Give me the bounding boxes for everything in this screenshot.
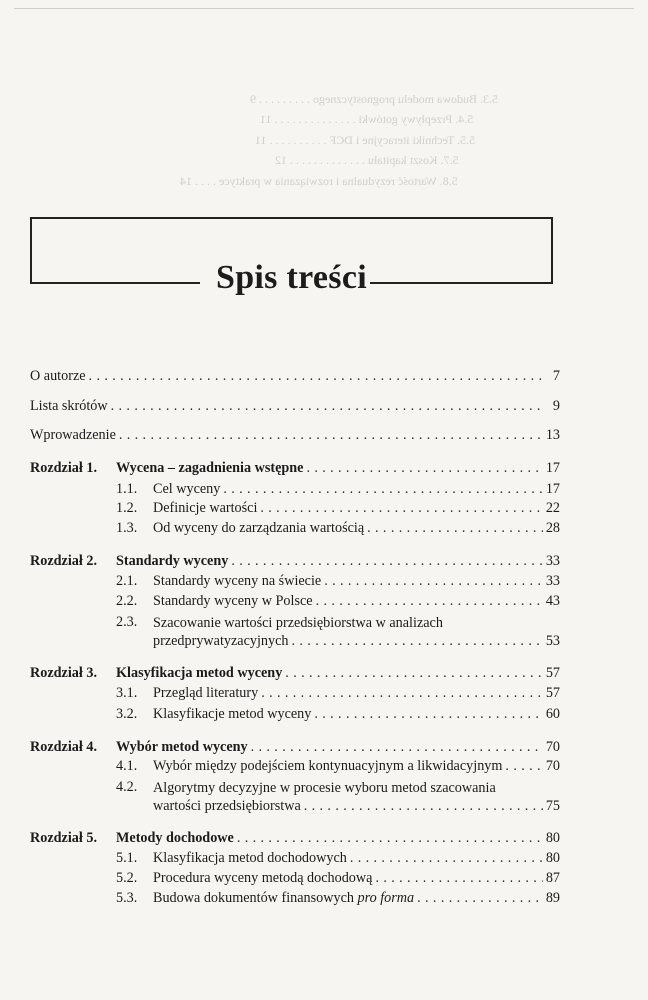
section-title: Od wyceny do zarządzania wartością [153,520,365,536]
chapter-number: Rozdział 4. [30,739,97,755]
section-number: 4.2. [116,779,138,795]
toc-chapter-5[interactable] [30,830,560,847]
leader-dots [324,573,543,590]
toc-section-1-3[interactable] [116,520,560,537]
top-edge-rule [14,8,634,9]
toc-section-3-1[interactable] [116,685,560,702]
leader-dots [251,739,543,756]
toc-page-number: 80 [545,830,560,846]
toc-page-number: 33 [545,573,560,589]
bleed-through-text: 5.4. Przepływy gotówki . . . . . . . . . . . . . . 11 [260,112,474,126]
leader-dots [314,706,542,723]
toc-chapter-1[interactable] [30,460,560,477]
toc-page-number: 28 [545,520,560,536]
chapter-number: Rozdział 2. [30,553,97,569]
section-title: Klasyfikacje metod wyceny [153,706,312,722]
leader-dots [417,890,543,907]
section-number: 5.2. [116,870,138,886]
toc-section-3-2[interactable] [116,706,560,723]
leader-dots [350,850,543,867]
leader-dots [261,685,543,702]
toc-section-5-3[interactable] [116,890,560,907]
toc-entry-about-author[interactable] [30,368,560,385]
toc-page-number: 13 [545,427,560,443]
leader-dots [285,665,543,682]
chapter-number: Rozdział 1. [30,460,97,476]
section-number: 1.3. [116,520,138,536]
toc-entry-introduction[interactable] [30,427,560,444]
leader-dots [260,500,542,517]
toc-page-number: 9 [552,398,560,414]
section-title: Klasyfikacja metod dochodowych [153,850,347,866]
section-number: 5.1. [116,850,138,866]
toc-entry-label: Wprowadzenie [30,427,116,443]
bleed-through-text: 5.5. Techniki iteracyjne i DCF . . . . . . . . . . 11 [255,133,476,147]
section-number: 4.1. [116,758,138,774]
toc-page-number: 70 [545,758,560,774]
toc-section-4-1[interactable] [116,758,560,775]
toc-page-number: 53 [545,633,560,649]
chapter-title: Metody dochodowe [116,830,234,846]
toc-section-2-3[interactable] [116,614,560,654]
chapter-number: Rozdział 5. [30,830,97,846]
section-title: Cel wyceny [153,481,221,497]
toc-page-number: 17 [545,481,560,497]
toc-section-4-2[interactable] [116,779,560,819]
leader-dots [231,553,542,570]
section-number: 5.3. [116,890,138,906]
leader-dots [111,398,543,415]
section-number: 2.1. [116,573,138,589]
toc-entry-label: Lista skrótów [30,398,108,414]
section-title-italic: pro forma [357,890,415,906]
toc-page-number: 80 [545,850,560,866]
toc-page-number: 33 [545,553,560,569]
toc-chapter-3[interactable] [30,665,560,682]
section-number: 2.3. [116,614,138,630]
section-title: Przegląd literatury [153,685,259,701]
leader-dots [367,520,543,537]
section-title: Standardy wyceny w Polsce [153,593,313,609]
page-title: Spis treści [216,259,367,296]
section-number: 3.1. [116,685,138,701]
toc-entry-label: O autorze [30,368,86,384]
leader-dots [119,427,543,444]
toc-section-5-2[interactable] [116,870,560,887]
leader-dots [292,633,543,650]
toc-page-number: 57 [545,665,560,681]
leader-dots [304,798,543,815]
leader-dots [316,593,543,610]
toc-section-5-1[interactable] [116,850,560,867]
toc-chapter-2[interactable] [30,553,560,570]
section-title: Standardy wyceny na świecie [153,573,322,589]
bleed-through-text: 5.8. Wartość rezydualna i rozwiązania w praktyce . . . . 14 [180,174,458,188]
chapter-title: Klasyfikacja metod wyceny [116,665,283,681]
chapter-number: Rozdział 3. [30,665,97,681]
bleed-through-text: 5.7. Koszt kapitału . . . . . . . . . . . . . 12 [275,153,459,167]
toc-entry-abbreviations[interactable] [30,398,560,415]
section-title: Budowa dokumentów finansowych [153,890,354,906]
toc-page-number: 70 [545,739,560,755]
toc-section-2-1[interactable] [116,573,560,590]
leader-dots [89,368,543,385]
toc-page-number: 75 [545,798,560,814]
toc-section-1-2[interactable] [116,500,560,517]
section-title: Procedura wyceny metodą dochodową [153,870,373,886]
chapter-title: Wycena – zagadnienia wstępne [116,460,304,476]
leader-dots [505,758,542,775]
section-number: 1.1. [116,481,138,497]
toc-section-2-2[interactable] [116,593,560,610]
section-number: 3.2. [116,706,138,722]
section-title-line1: Algorytmy decyzyjne w procesie wyboru metod szacowania [153,780,496,796]
toc-page-number: 87 [545,870,560,886]
section-title-line1: Szacowanie wartości przedsiębiorstwa w analizach [153,615,443,631]
chapter-title: Standardy wyceny [116,553,229,569]
section-title-line2: wartości przedsiębiorstwa [153,798,301,814]
section-title: Definicje wartości [153,500,258,516]
section-number: 2.2. [116,593,138,609]
leader-dots [237,830,543,847]
bleed-through-text: 5.3. Budowa modelu prognostycznego . . . . . . . . . 9 [250,92,498,106]
section-title: Wybór między podejściem kontynuacyjnym a likwidacyjnym [153,758,503,774]
toc-chapter-4[interactable] [30,739,560,756]
leader-dots [375,870,542,887]
leader-dots [223,481,542,498]
toc-page-number: 89 [545,890,560,906]
section-number: 1.2. [116,500,138,516]
toc-page-number: 17 [545,460,560,476]
toc-page-number: 7 [552,368,560,384]
section-title-line2: przedprywatyzacyjnych [153,633,289,649]
toc-page-number: 43 [545,593,560,609]
toc-page-number: 60 [545,706,560,722]
chapter-title: Wybór metod wyceny [116,739,248,755]
toc-page-number: 57 [545,685,560,701]
toc-page-number: 22 [545,500,560,516]
leader-dots [306,460,542,477]
toc-section-1-1[interactable] [116,481,560,498]
